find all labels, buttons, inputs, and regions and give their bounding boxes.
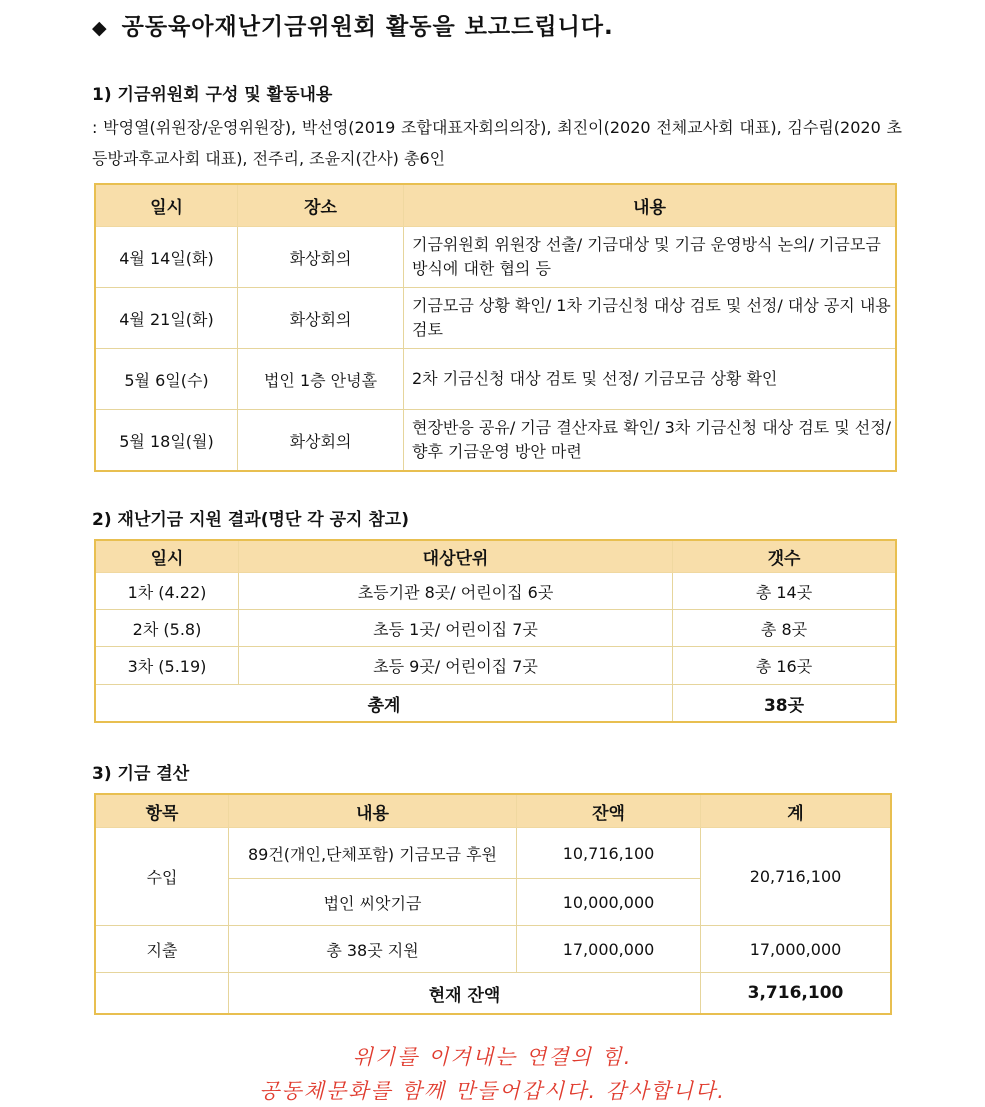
activity-header-place: 장소 bbox=[238, 185, 404, 227]
activity-date: 5월 6일(수) bbox=[96, 349, 238, 410]
settlement-header-balance: 잔액 bbox=[517, 795, 701, 828]
support-header-target: 대상단위 bbox=[239, 541, 673, 573]
support-count: 총 8곳 bbox=[673, 610, 896, 647]
expense-total: 17,000,000 bbox=[701, 926, 891, 973]
activity-header-date: 일시 bbox=[96, 185, 238, 227]
activity-date: 5월 18일(월) bbox=[96, 410, 238, 471]
table-row bbox=[96, 828, 891, 879]
expense-amount: 17,000,000 bbox=[517, 926, 701, 973]
expense-label: 지출 bbox=[96, 926, 229, 973]
support-target: 초등 1곳/ 어린이집 7곳 bbox=[239, 610, 673, 647]
table-row bbox=[96, 349, 896, 410]
income-total: 20,716,100 bbox=[701, 828, 891, 926]
closing-line-2: 공동체문화를 함께 만들어갑시다. 감사합니다. bbox=[259, 1079, 726, 1103]
activity-place: 화상회의 bbox=[238, 288, 404, 349]
table-row bbox=[96, 410, 896, 471]
balance-empty-cell bbox=[96, 973, 229, 1014]
activity-date: 4월 14일(화) bbox=[96, 227, 238, 288]
income-label: 수입 bbox=[96, 828, 229, 926]
income-content: 89건(개인,단체포함) 기금모금 후원 bbox=[229, 828, 517, 879]
activity-content: 현장반응 공유/ 기금 결산자료 확인/ 3차 기금신청 대상 검토 및 선정/ 향후 기금운영 방안 마련 bbox=[404, 410, 896, 471]
support-count: 총 14곳 bbox=[673, 573, 896, 610]
activity-table bbox=[95, 184, 896, 471]
support-round: 1차 (4.22) bbox=[96, 573, 239, 610]
support-header-round: 일시 bbox=[96, 541, 239, 573]
table-row bbox=[96, 647, 896, 685]
support-result-table bbox=[95, 540, 896, 722]
income-content: 법인 씨앗기금 bbox=[229, 879, 517, 926]
activity-date: 4월 21일(화) bbox=[96, 288, 238, 349]
balance-value: 3,716,100 bbox=[701, 973, 891, 1014]
support-total-label: 총계 bbox=[96, 685, 673, 722]
closing-line-1: 위기를 이겨내는 연결의 힘. bbox=[352, 1045, 633, 1069]
diamond-bullet-icon: ◆ bbox=[92, 17, 108, 39]
activity-content: 기금모금 상황 확인/ 1차 기금신청 대상 검토 및 선정/ 대상 공지 내용 검토 bbox=[404, 288, 896, 349]
activity-place: 화상회의 bbox=[238, 227, 404, 288]
section2-heading: 2) 재난기금 지원 결과(명단 각 공지 참고) bbox=[92, 510, 409, 530]
income-amount: 10,716,100 bbox=[517, 828, 701, 879]
table-row bbox=[96, 610, 896, 647]
support-count: 총 16곳 bbox=[673, 647, 896, 685]
activity-header-content: 내용 bbox=[404, 185, 896, 227]
table-row bbox=[96, 926, 891, 973]
balance-label: 현재 잔액 bbox=[229, 973, 701, 1014]
activity-place: 법인 1층 안녕홀 bbox=[238, 349, 404, 410]
table-row bbox=[96, 227, 896, 288]
page-title bbox=[92, 8, 614, 41]
activity-content: 기금위원회 위원장 선출/ 기금대상 및 기금 운영방식 논의/ 기금모금방식에 대한 협의 등 bbox=[404, 227, 896, 288]
balance-row bbox=[96, 973, 891, 1014]
settlement-header-sum: 계 bbox=[701, 795, 891, 828]
activity-content: 2차 기금신청 대상 검토 및 선정/ 기금모금 상황 확인 bbox=[404, 349, 896, 410]
income-amount: 10,000,000 bbox=[517, 879, 701, 926]
table-row bbox=[96, 573, 896, 610]
settlement-header-item: 항목 bbox=[96, 795, 229, 828]
settlement-header-content: 내용 bbox=[229, 795, 517, 828]
page-title-text: 공동육아재난기금위원회 활동을 보고드립니다. bbox=[121, 14, 614, 40]
support-target: 초등 9곳/ 어린이집 7곳 bbox=[239, 647, 673, 685]
support-target: 초등기관 8곳/ 어린이집 6곳 bbox=[239, 573, 673, 610]
fund-settlement-table bbox=[95, 794, 891, 1014]
support-header-count: 갯수 bbox=[673, 541, 896, 573]
committee-members: : 박영열(위원장/운영위원장), 박선영(2019 조합대표자회의의장), 최진이(2020 전체교사회 대표), 김수림(2020 초등방과후교사회 대표), 전주리, 조윤지(간사) 총6인 bbox=[92, 118, 902, 168]
activity-place: 화상회의 bbox=[238, 410, 404, 471]
support-total-value: 38곳 bbox=[673, 685, 896, 722]
section3-heading: 3) 기금 결산 bbox=[92, 764, 190, 784]
support-round: 3차 (5.19) bbox=[96, 647, 239, 685]
table-row bbox=[96, 288, 896, 349]
support-round: 2차 (5.8) bbox=[96, 610, 239, 647]
expense-content: 총 38곳 지원 bbox=[229, 926, 517, 973]
section1-heading: 1) 기금위원회 구성 및 활동내용 bbox=[92, 85, 333, 105]
total-row bbox=[96, 685, 896, 722]
